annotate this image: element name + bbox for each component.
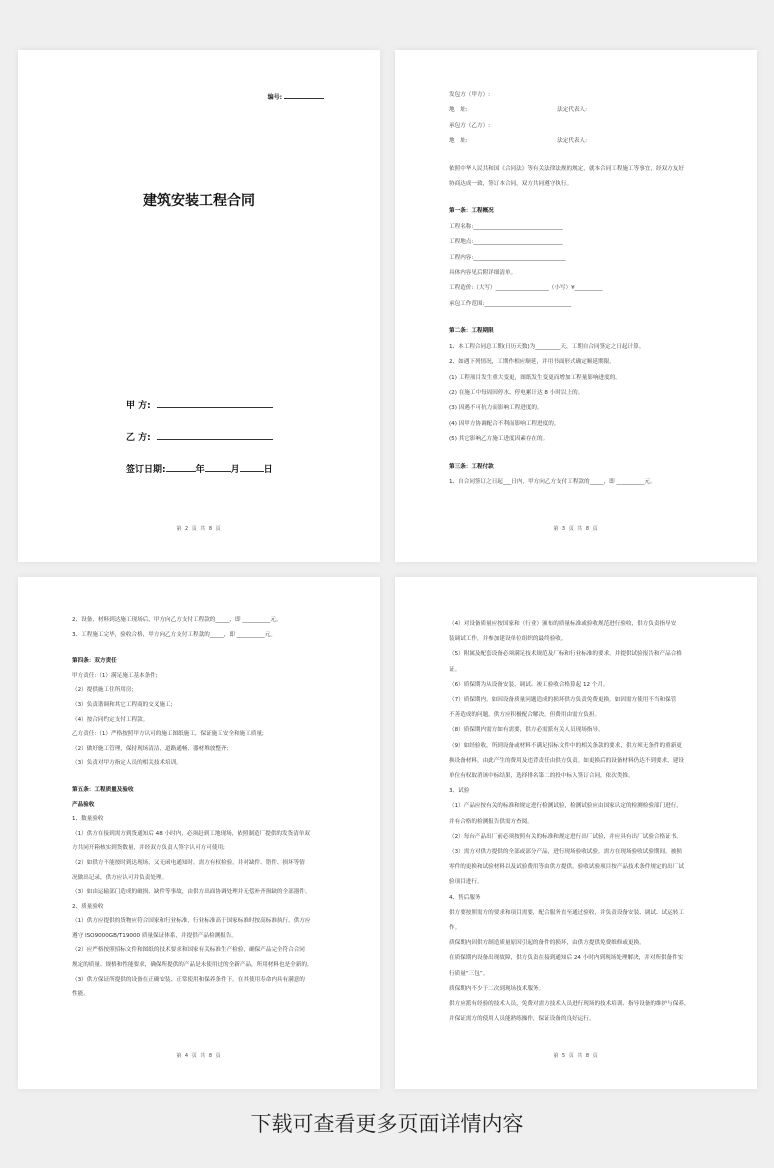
text-line: （6）质保期为从设备安装、调试、竣工验收合格算起 12 个月。 <box>449 681 609 688</box>
text-line: 1、数量验收 <box>72 816 104 823</box>
text-line: 工程内容:_________________________________ <box>449 254 566 261</box>
text-line: 在质保期内设备出现故障，供方负责在接到通知后 24 小时内到现场处理解决，并对所供备件实 <box>449 955 684 962</box>
text-line: 1、自合同签订之日起___日内，甲方向乙方支付工程款的_____，即 __________元。 <box>449 478 656 485</box>
text-line: 地 址: 法定代表人: <box>449 138 588 145</box>
page-number: 第 3 页 共 8 页 <box>553 526 599 532</box>
party-a-line: 甲 方: <box>126 398 273 411</box>
text-line: 供方应派有经验的技术人员，免费对需方技术人员进行现场的技术培训、指导设备的维护与保养， <box>449 1001 690 1008</box>
document-page-3 <box>18 577 380 1089</box>
page-number: 第 4 页 共 8 页 <box>176 1053 222 1059</box>
text-line: 方共同开箱核实到货数量，并经双方负责人签字认可方可使用; <box>72 845 225 852</box>
text-line: （2）提供施工住所用房; <box>72 687 134 694</box>
contract-title: 建筑安装工程合同 <box>143 193 255 209</box>
text-line: 工程造价:（大写）___________________（小写）¥__________ <box>449 285 603 292</box>
text-line: 不善造成的问题，供方应积极配合解决，但费用由需方负担。 <box>449 712 601 719</box>
text-line: （5）附属及配套设备必须满足技术规范及厂标和行业标准的要求，并提供试验报告和产品合格 <box>449 651 682 658</box>
page-body <box>449 617 727 1027</box>
text-line: 供方要按照需方的要求和项目需要，配合服务直至通过验收，并负责设备安装、调试、试运转工 <box>449 909 684 916</box>
text-line: 承包方（乙方）: <box>449 122 491 129</box>
contract-number: 编号: <box>268 92 324 101</box>
text-line: （3）如由运输部门造成的破损、缺件等事故，由供方出面协调处理并无偿补齐损缺的全部器件。 <box>72 889 311 896</box>
text-line: （8）质保期内需方如有需要，供方必需派有关人员现场指导。 <box>449 727 604 734</box>
section-heading: 第四条：双方责任 <box>72 658 117 665</box>
document-page-2 <box>395 50 757 562</box>
page-body <box>72 613 350 1002</box>
text-line: （2）如供方不能按时到达现场，又无函电通知时，需方有权检验，并对缺件、错件、损坏等情 <box>72 859 305 866</box>
text-line: （3）需方对供方提供的全部或部分产品，进行现场验收试验。需方在现场验收试验期间，被损 <box>449 849 682 856</box>
text-line: 质保期内因供方制造质量原因引起的备件的损坏，由供方提供免费维修或更换。 <box>449 940 645 947</box>
text-line: （2）每台产品出厂前必须按照有关的标准和规定进行出厂试验，并应具有出厂试验合格证书。 <box>449 833 682 840</box>
text-line: 行质量“三包”。 <box>449 970 489 977</box>
text-line: 1、本工程合同总工期(日历天数)为_________天，工期自合同签定之日起计算。 <box>449 343 645 350</box>
page-number: 第 2 页 共 8 页 <box>176 526 222 532</box>
text-line: （1）产品应按有关的标准和规定进行检测试验，检测试验应由国家认定的检测检验部门进行， <box>449 803 682 810</box>
text-line: 单位有权取消该中标结果，选择排名第二的投中标人签订合同，依次类推。 <box>449 773 634 780</box>
text-line: （3）负责谐调和其它工程商的交叉施工; <box>72 701 173 708</box>
text-line: （4）按合同约定支付工程款。 <box>72 716 149 723</box>
sub-heading: 产品验收 <box>72 801 95 808</box>
text-line: （2）做好施工管理，保持现场清洁，道路通畅，器材堆放整齐; <box>72 745 229 752</box>
text-line: 2、设备、材料到达施工现场后，甲方向乙方支付工程款的_____，即 __________元。 <box>72 617 282 623</box>
text-line: 质保期内不少于二次到现场技术服务。 <box>449 985 545 992</box>
page-number: 第 5 页 共 8 页 <box>553 1053 599 1059</box>
text-line: (2) 在施工中每周因停水、停电累计达 8 小时以上的。 <box>449 389 584 396</box>
section-heading: 第五条：工程质量及验收 <box>72 786 134 793</box>
document-page-cover <box>18 50 380 562</box>
section-heading: 第二条：工程期限 <box>449 328 494 335</box>
text-line: 工程名称:________________________________ <box>449 223 563 230</box>
section-heading: 第一条：工程概况 <box>449 208 494 215</box>
text-line: （9）如经验收，所到设备或材料不满足招标文件中的相关条款的要求，供方须无条件的重新更 <box>449 742 682 749</box>
text-line: 地 址: 法定代表人: <box>449 107 588 114</box>
text-line: （3）负责对甲方指定人员的相关技术培训。 <box>72 760 182 767</box>
text-line: 3、试验 <box>449 788 470 795</box>
text-line: 并保证需方的使用人员能熟练操作，保证设备的良好运行。 <box>449 1016 595 1023</box>
text-line: 换设备材料，由此产生的费用及违背责任由供方负责。如更换后的设备材料仍达不到要求，建设 <box>449 757 684 764</box>
text-line: 4、售后服务 <box>449 894 481 901</box>
text-line: （7）质保期内，如因设备质量问题造成的损坏供方负责免费更换，如因需方使用不当和保管 <box>449 697 677 704</box>
text-line: （2）应严格按照招标文件和图纸的技术要求和国家有关标准生产检验，确保产品完全符合合同 <box>72 947 305 954</box>
text-line: (5) 其它影响乙方施工进度因素存在的。 <box>449 436 549 443</box>
text-line: 协商达成一致，签订本合同，双方共同遵守执行。 <box>449 181 573 188</box>
download-more-caption[interactable]: 下载可查看更多页面详情内容 <box>250 1112 524 1136</box>
text-line: 证。 <box>449 666 461 673</box>
document-page-4 <box>395 577 757 1089</box>
page-body <box>449 88 727 490</box>
text-line: 性能。 <box>72 991 89 998</box>
section-heading: 第三条：工程付款 <box>449 463 494 470</box>
text-line: 发包方（甲方）: <box>449 92 491 98</box>
text-line: （1）供方应提供的货物应符合国家和行业标准，行业标准高于国家标准时按高标准执行。供方应 <box>72 918 311 925</box>
text-line: 装调试工作，并参加建设单位组织的最终验收。 <box>449 636 567 643</box>
party-b-line: 乙 方: <box>126 430 273 443</box>
text-line: （1）供方在接到需方到货通知后 48 小时内，必须赶到工地现场，依照制造厂提供的发货清单双 <box>72 830 310 837</box>
text-line: 规定的质量、规格和性能要求，确保所提供的产品是未使用过的全新产品，所用材料也是全新的。 <box>72 962 313 969</box>
text-line: 承包工作范围:_______________________________ <box>449 300 572 307</box>
text-line: 乙方责任:（1）严格按照甲方认可的施工图纸施工，保证施工安全和施工质量; <box>72 731 264 738</box>
text-line: 并有合格的检测报告供需方查阅。 <box>449 818 533 825</box>
text-line: 具体内容见后附详细清单。 <box>449 270 517 277</box>
text-line: （4）对设备质量应按国家和（行业）颁布的质量标准或验收规范进行验收，供方负责指导安 <box>449 621 677 627</box>
text-line: (4) 因甲方协调配合不利而影响工程进度的。 <box>449 420 560 427</box>
text-line: 2、质量验收 <box>72 903 104 910</box>
text-line: (1) 工程项目发生重大变更，图纸发生变更而增加工程量影响进度的。 <box>449 374 621 381</box>
text-line: 遵守 ISO9000GB/T19000 质量保证体系，并提供产品检测报告。 <box>72 932 237 939</box>
text-line: 作。 <box>449 925 461 932</box>
text-line: 甲方责任:（1）满足施工基本条件; <box>72 672 158 679</box>
text-line: 况做出记录，供方应认可并负责处理。 <box>72 874 168 881</box>
text-line: (3) 因遇不可抗力而影响工程进度的。 <box>449 405 543 412</box>
text-line: 2、如遇下列情况，工期作相应顺延，并用书面形式确定顺延期限。 <box>449 359 615 366</box>
text-line: 3、工程施工完毕，验收合格，甲方向乙方支付工程款的_____，即 __________元。 <box>72 631 276 638</box>
text-line: （3）供方保证所提供的设备在正确安装、正常使用和保养条件下，在其使用寿命内具有满意的 <box>72 976 305 983</box>
text-line: 零件的更换和试验材料以及试验费用等由供方提供，验收试验项目按产品技术条件规定的出厂试 <box>449 864 684 871</box>
sign-date-line: 签订日期: 年 月 日 <box>126 462 273 475</box>
text-line: 验项目进行。 <box>449 879 483 886</box>
text-line: 依照中华人民共和国《合同法》等有关法律法规的规定，就本合同工程施工等事宜，经双方友好 <box>449 165 684 172</box>
text-line: 工程地点:________________________________ <box>449 239 563 246</box>
